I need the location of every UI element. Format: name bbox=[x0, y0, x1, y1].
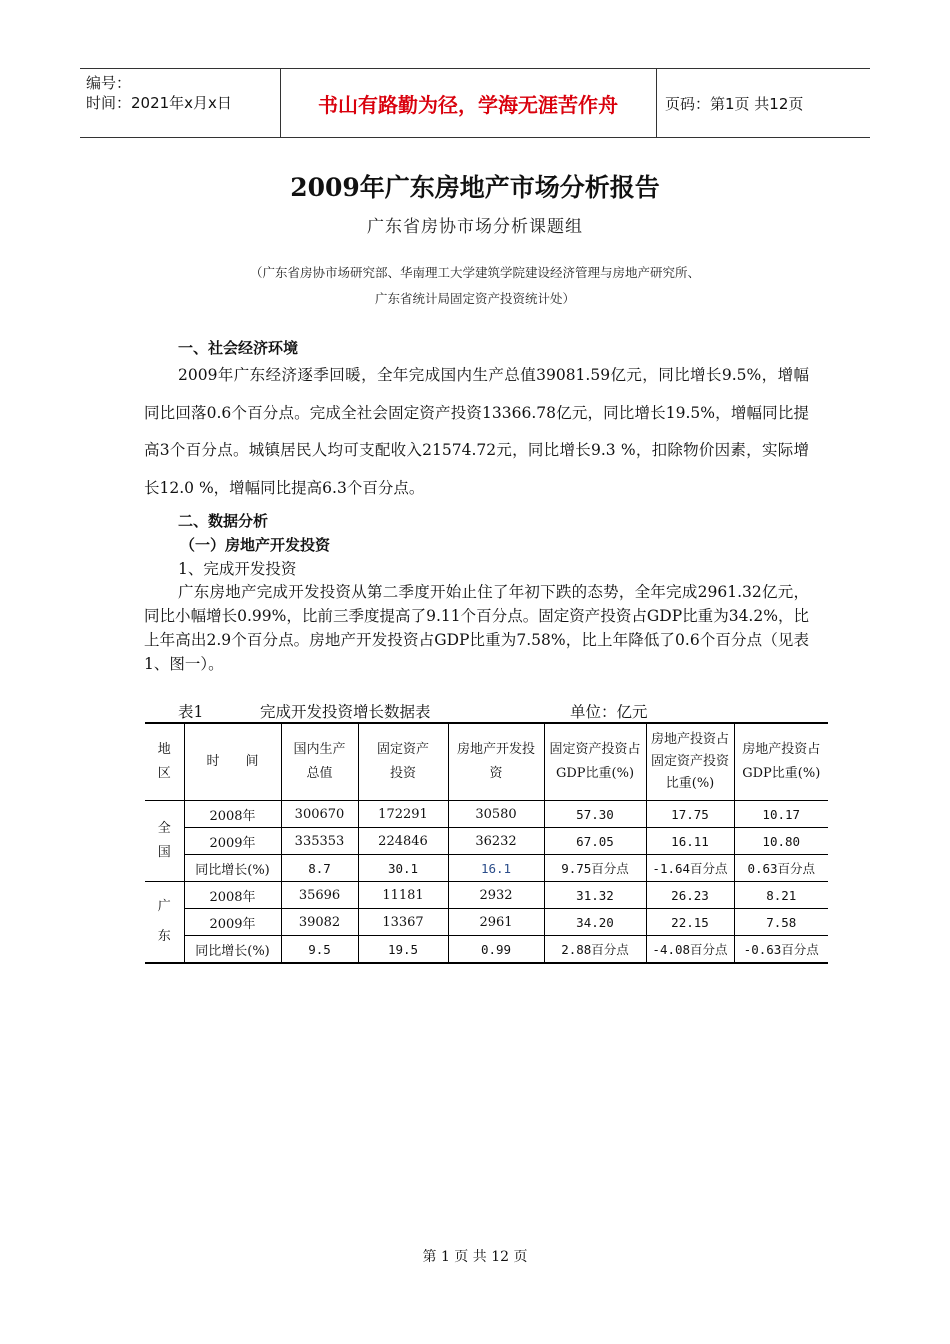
table-cell: 19.5 bbox=[358, 936, 448, 964]
table-cell: 39082 bbox=[281, 909, 358, 936]
table-cell: 2008年 bbox=[184, 801, 281, 828]
table-cell: 10.17 bbox=[734, 801, 828, 828]
table-cell: 11181 bbox=[358, 882, 448, 909]
table-unit: 单位：亿元 bbox=[570, 703, 648, 721]
region-cell: 广东 bbox=[145, 882, 184, 964]
number-label: 编号： bbox=[86, 74, 132, 92]
table-cell: 30580 bbox=[448, 801, 544, 828]
table-cell: -0.63百分点 bbox=[734, 936, 828, 964]
table-cell: 17.75 bbox=[646, 801, 734, 828]
column-header: 时 间 bbox=[184, 723, 281, 801]
affiliation-line: 广东省统计局固定资产投资统计处） bbox=[374, 291, 575, 306]
column-header: 房地产投资占固定资产投资比重(%) bbox=[646, 723, 734, 801]
section-heading: 二、数据分析 bbox=[178, 512, 269, 530]
table-cell: 9.75百分点 bbox=[544, 855, 646, 882]
table-cell: 57.30 bbox=[544, 801, 646, 828]
table-cell: 9.5 bbox=[281, 936, 358, 964]
table-cell: 8.21 bbox=[734, 882, 828, 909]
table-cell: 22.15 bbox=[646, 909, 734, 936]
table-cell: 2932 bbox=[448, 882, 544, 909]
table-row bbox=[145, 855, 828, 882]
table-cell: 2009年 bbox=[184, 909, 281, 936]
section-heading: 一、社会经济环境 bbox=[178, 339, 299, 357]
table-cell: 172291 bbox=[358, 801, 448, 828]
table-label: 表1 bbox=[178, 703, 204, 721]
column-header: 固定资产投资 bbox=[358, 723, 448, 801]
table-cell: 2008年 bbox=[184, 882, 281, 909]
table-cell: 67.05 bbox=[544, 828, 646, 855]
table-cell: 2.88百分点 bbox=[544, 936, 646, 964]
table-cell: 0.63百分点 bbox=[734, 855, 828, 882]
table-cell: -4.08百分点 bbox=[646, 936, 734, 964]
table-header-row bbox=[145, 723, 828, 801]
table-cell: 13367 bbox=[358, 909, 448, 936]
table-cell: 同比增长(%) bbox=[184, 855, 281, 882]
column-header: 国内生产总值 bbox=[281, 723, 358, 801]
page-title: 2009年广东房地产市场分析报告 bbox=[290, 173, 660, 202]
column-header: 房地产开发投资 bbox=[448, 723, 544, 801]
table-cell: 16.1 bbox=[448, 855, 544, 882]
table-cell: 8.7 bbox=[281, 855, 358, 882]
table-cell: 36232 bbox=[448, 828, 544, 855]
table-row bbox=[145, 936, 828, 964]
page-subtitle: 广东省房协市场分析课题组 bbox=[367, 217, 583, 237]
header-meta bbox=[86, 73, 232, 113]
data-table bbox=[145, 722, 828, 964]
table-cell: 同比增长(%) bbox=[184, 936, 281, 964]
table-cell: 2009年 bbox=[184, 828, 281, 855]
subsection-heading: （一）房地产开发投资 bbox=[180, 536, 331, 554]
table-cell: 31.32 bbox=[544, 882, 646, 909]
table-cell: 335353 bbox=[281, 828, 358, 855]
table-cell: 300670 bbox=[281, 801, 358, 828]
header-divider bbox=[280, 69, 281, 137]
time-label: 时间：2021年x月x日 bbox=[86, 94, 232, 112]
page-footer: 第 1 页 共 12 页 bbox=[422, 1249, 528, 1265]
table-cell: 0.99 bbox=[448, 936, 544, 964]
header-divider bbox=[656, 69, 657, 137]
table-cell: 30.1 bbox=[358, 855, 448, 882]
section-paragraph: 2009年广东经济逐季回暖，全年完成国内生产总值39081.59亿元，同比增长9.5%，增幅同比回落0.6个百分点。完成全社会固定资产投资13366.78亿元，同比增长19.5%，增幅同比提高3个百分点。城镇居民人均可支配收入21574.72元，同比增长9.3 %，扣除物价因素，实际增长12.0 %，增幅同比提高6.3个百分点。 bbox=[144, 366, 809, 497]
column-header: 地区 bbox=[145, 723, 184, 801]
table-cell: 35696 bbox=[281, 882, 358, 909]
header-motto: 书山有路勤为径，学海无涯苦作舟 bbox=[318, 93, 618, 117]
table-row bbox=[145, 801, 828, 828]
affiliation-line: （广东省房协市场研究部、华南理工大学建筑学院建设经济管理与房地产研究所、 bbox=[249, 265, 700, 280]
table-cell: 10.80 bbox=[734, 828, 828, 855]
table-row bbox=[145, 909, 828, 936]
table-cell: 224846 bbox=[358, 828, 448, 855]
header-page-info: 页码：第1页 共12页 bbox=[665, 95, 804, 113]
section-paragraph: 广东房地产完成开发投资从第二季度开始止住了年初下跌的态势，全年完成2961.32亿元，同比小幅增长0.99%，比前三季度提高了9.11个百分点。固定资产投资占GDP比重为34.2%，比上年高出2.9个百分点。房地产开发投资占GDP比重为7.58%，比上年降低了0.6个百分点（见表1、图一）。 bbox=[144, 583, 809, 673]
table-cell: -1.64百分点 bbox=[646, 855, 734, 882]
affiliation bbox=[0, 260, 950, 312]
region-cell: 全国 bbox=[145, 801, 184, 882]
table-row bbox=[145, 882, 828, 909]
column-header: 固定资产投资占GDP比重(%) bbox=[544, 723, 646, 801]
table-cell: 2961 bbox=[448, 909, 544, 936]
table-title: 完成开发投资增长数据表 bbox=[260, 703, 431, 721]
table-cell: 7.58 bbox=[734, 909, 828, 936]
table-cell: 16.11 bbox=[646, 828, 734, 855]
column-header: 房地产投资占GDP比重(%) bbox=[734, 723, 828, 801]
table-cell: 26.23 bbox=[646, 882, 734, 909]
document-header bbox=[80, 68, 870, 138]
table-row bbox=[145, 828, 828, 855]
item-heading: 1、完成开发投资 bbox=[178, 560, 297, 578]
table-cell: 34.20 bbox=[544, 909, 646, 936]
